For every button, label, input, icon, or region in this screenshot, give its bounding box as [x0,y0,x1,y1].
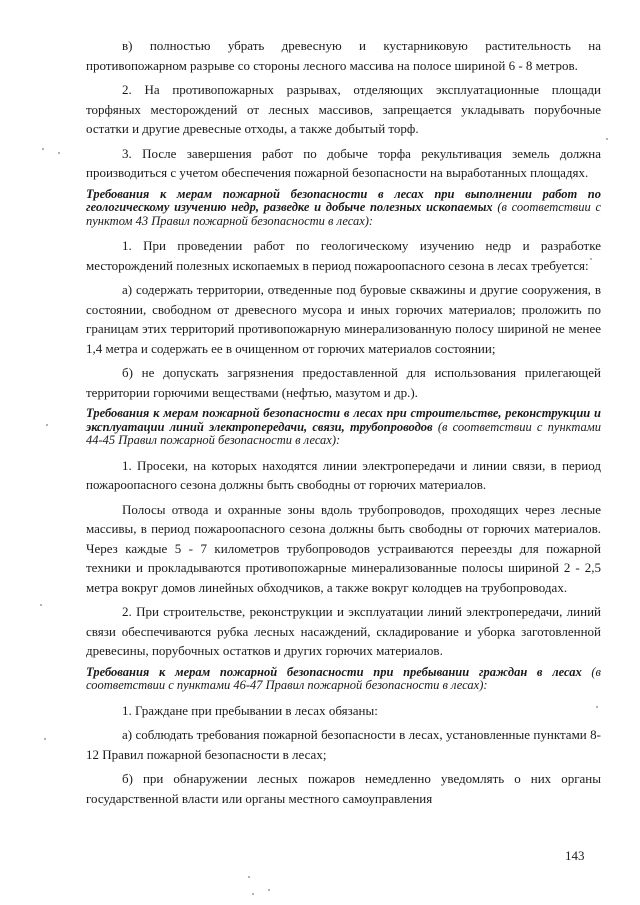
scan-speck [44,738,46,740]
paragraph-2-peat-breaks: 2. На противопожарных разрывах, отделяющих эксплуатационные площади торфяных месторождений от лесных массивов, запрещается укладывать порубочные остатки и другие древесные отходы, а также добытый торф. [86,82,601,136]
scan-speck [590,258,592,260]
section-heading-text: Требования к мерам пожарной безопасности в лесах при выполнении работ по геологическому изучению недр, разведке и добыче полезных ископаемых [86,186,601,214]
section-heading-power-lines [86,407,601,448]
section-heading-text: Требования к мерам пожарной безопасности в лесах при строительстве, реконструкции и эксплуатации линий электропередачи, связи, трубопроводов [86,406,601,434]
paragraph-citizens-a: а) соблюдать требования пожарной безопасности в лесах, установленные пунктами 8-12 Правил пожарной безопасности в лесах; [86,727,601,762]
scan-speck [58,152,60,154]
paragraph-geology-a: а) содержать территории, отведенные под буровые скважины и другие сооружения, в состоянии, свободном от древесного мусора и иных горючих материалов; проложить по границам этих территорий противопожарную минерализованную полосу шириной не менее 1,4 метра и содержать ее в очищенном от горючих материалов состоянии; [86,282,601,356]
scan-speck [606,138,608,140]
section-heading-citizens [86,666,601,693]
scan-speck [268,889,270,891]
scan-speck [248,876,250,878]
paragraph-geology-b: б) не допускать загрязнения предоставленной для использования прилегающей территории горючими веществами (нефтью, мазутом и др.). [86,365,601,400]
scan-speck [252,893,254,895]
scan-speck [46,424,48,426]
section-heading-geology [86,188,601,229]
section-heading-source: (в соответствии с пунктами 44-45 Правил пожарной безопасности в лесах): [86,419,602,447]
paragraph-power-lines-1: 1. Просеки, на которых находятся линии электропередачи и линии связи, в период пожароопасного сезона должны быть свободны от горючих материалов. [86,457,601,492]
section-heading-source: (в соответствии с пунктом 43 Правил пожарной безопасности в лесах): [86,200,601,228]
paragraph-pipelines: Полосы отвода и охранные зоны вдоль трубопроводов, проходящих через лесные массивы, в период пожароопасного сезона должны быть свободны от горючих материалов. Через каждые 5 - 7 километров трубопроводов устраиваются переезды для пожарной техники и прокладываются противопожарные минерализованные полосы шириной 2 - 2,5 метра вокруг домов линейных обходчиков, а также вокруг колодцев на трубопроводах. [86,501,601,595]
section-heading-source: (в соответствии с пунктами 46-47 Правил пожарной безопасности в лесах): [86,664,601,692]
paragraph-3-recultivation: 3. После завершения работ по добыче торфа рекультивация земель должна производиться с учетом обеспечения пожарной безопасности на выработанных площадях. [86,145,601,180]
paragraph-geology-1: 1. При проведении работ по геологическому изучению недр и разработке месторождений полезных ископаемых в период пожароопасного сезона в лесах требуется: [86,238,601,273]
section-heading-text: Требования к мерам пожарной безопасности при пребывании граждан в лесах [86,664,582,679]
paragraph-v-clear-vegetation: в) полностью убрать древесную и кустарниковую растительность на противопожарном разрыве со стороны лесного массива на полосе шириной 6 - 8 метров. [86,38,601,73]
scan-speck [596,706,598,708]
page-content [86,36,601,813]
paragraph-citizens-b: б) при обнаружении лесных пожаров немедленно уведомлять о них органы государственной власти или органы местного самоуправления [86,771,601,806]
scan-speck [42,148,44,150]
paragraph-power-lines-2: 2. При строительстве, реконструкции и эксплуатации линий электропередачи, линий связи обеспечиваются рубка лесных насаждений, складирование и уборка заготовленной древесины, порубочных остатков и других горючих материалов. [86,604,601,658]
page-number: 143 [565,848,585,863]
paragraph-citizens-1: 1. Граждане при пребывании в лесах обязаны: [122,702,378,718]
scan-speck [40,604,42,606]
